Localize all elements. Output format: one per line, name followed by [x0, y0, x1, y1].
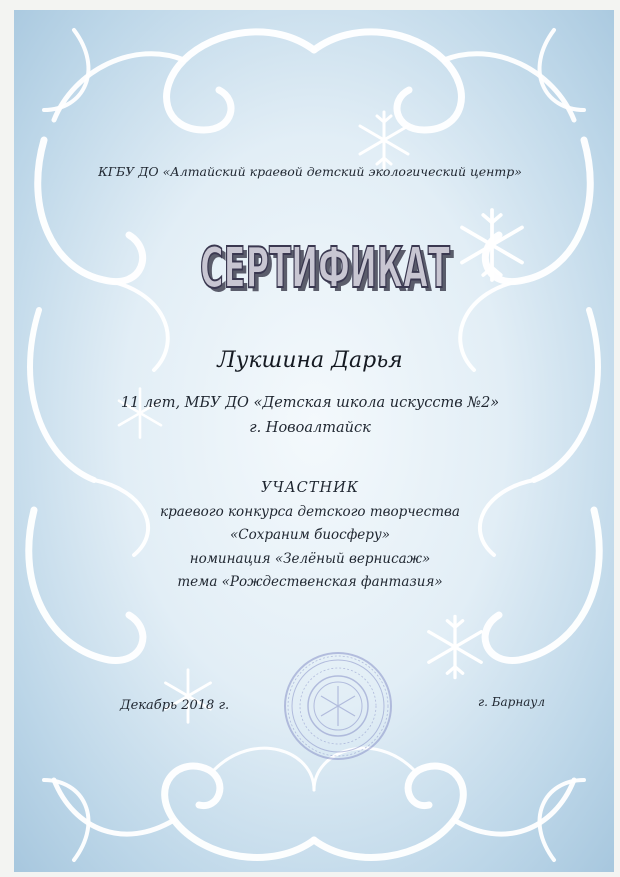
recipient-name: Лукшина Дарья — [217, 348, 403, 373]
organization-name: КГБУ ДО «Алтайский краевой детский экологический центр» — [98, 164, 522, 179]
certificate-title — [190, 218, 460, 308]
contest-name: «Сохраним биосферу» — [229, 527, 390, 543]
participant-role: УЧАСТНИК — [261, 480, 359, 496]
contest-nomination: номинация «Зелёный вернисаж» — [189, 551, 431, 567]
contest-line: краевого конкурса детского творчества — [160, 504, 460, 520]
recipient-city: г. Новоалтайск — [249, 420, 371, 436]
recipient-details: 11 лет, МБУ ДО «Детская школа искусств №2» — [120, 395, 500, 411]
title-text: СЕРТИФИКАТ — [200, 236, 450, 301]
snowflake-icon — [158, 666, 218, 726]
snowflake-icon — [352, 108, 416, 172]
title-shadow: СЕРТИФИКАТ — [204, 240, 454, 305]
official-stamp — [282, 650, 394, 762]
snowflake-icon — [452, 205, 532, 285]
contest-theme: тема «Рождественская фантазия» — [177, 574, 443, 590]
issue-date: Декабрь 2018 г. — [120, 698, 230, 713]
issue-place: г. Барнаул — [478, 695, 546, 709]
snowflake-icon — [420, 612, 490, 682]
